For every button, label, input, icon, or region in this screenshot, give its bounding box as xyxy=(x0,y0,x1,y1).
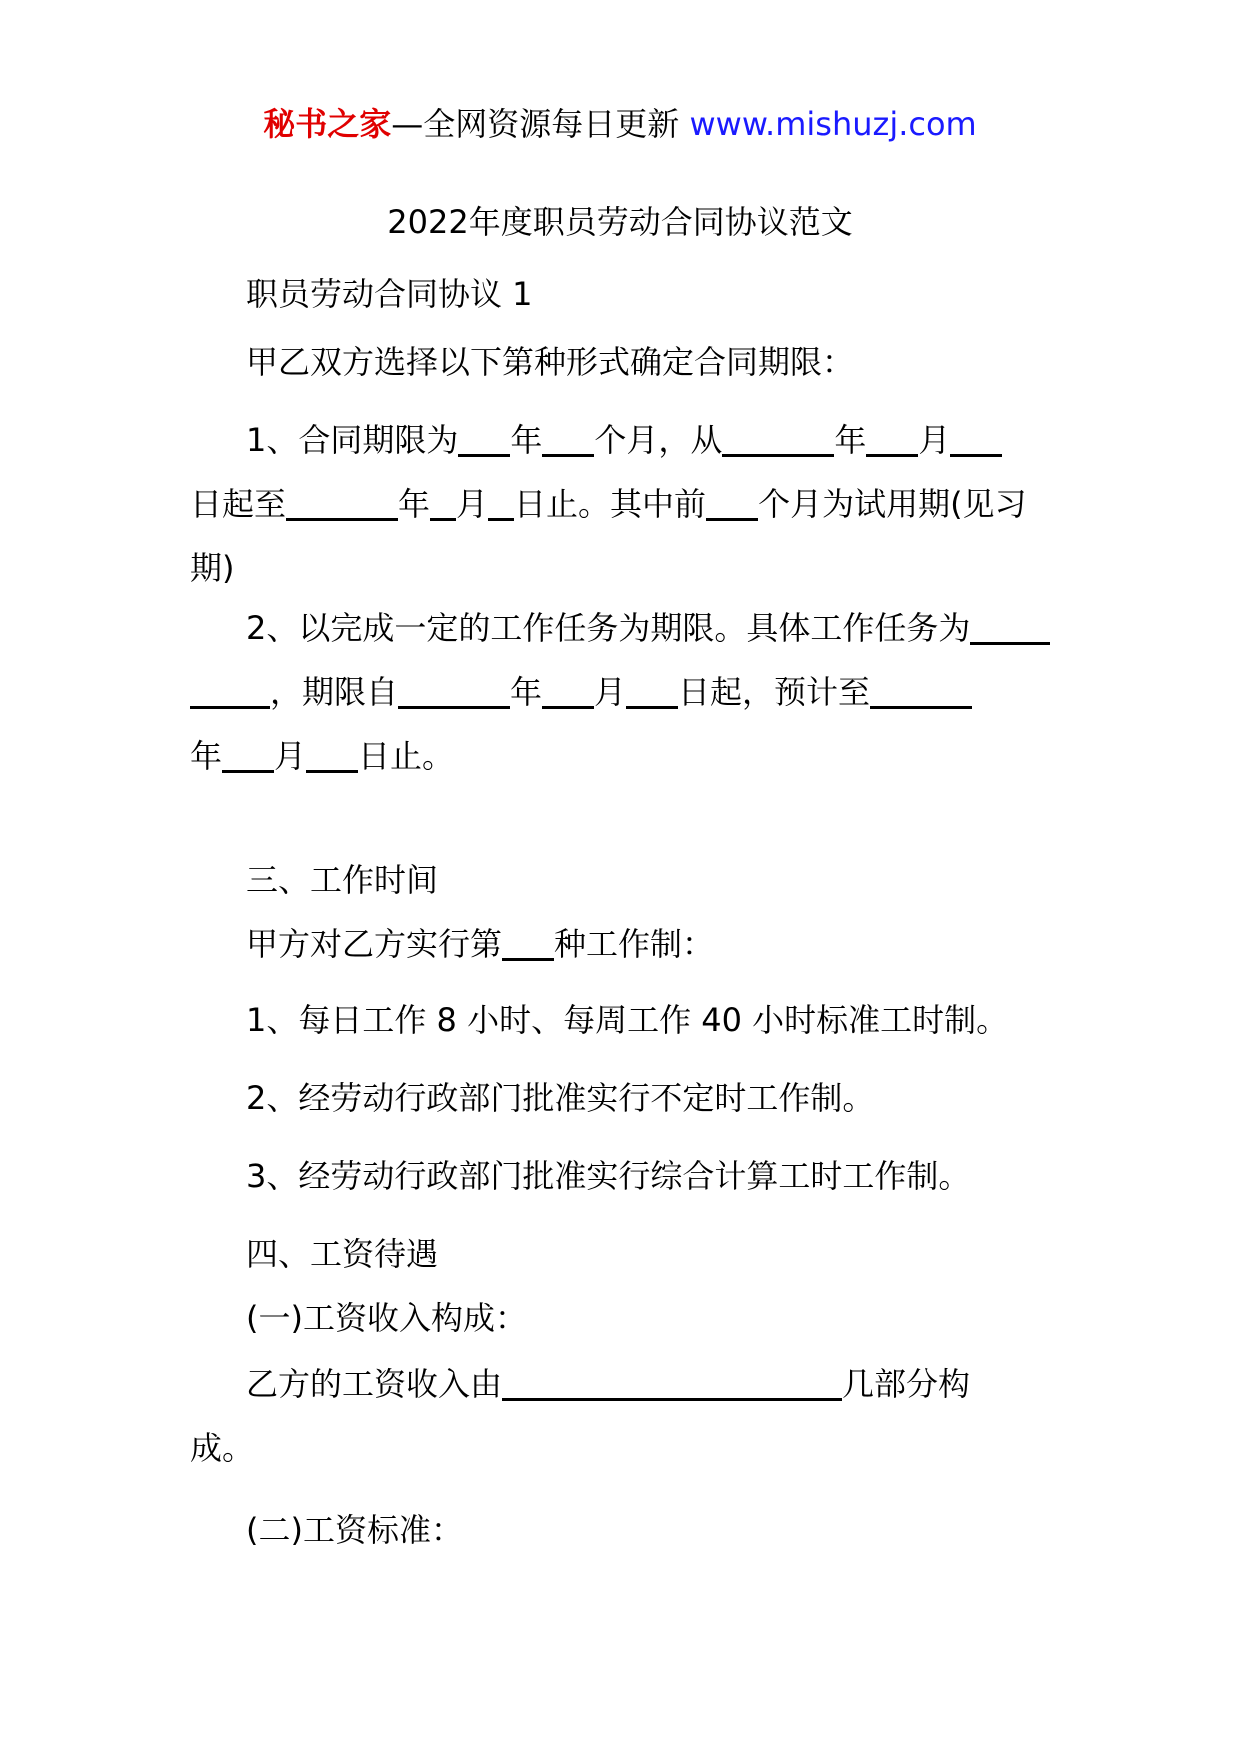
site-tagline: —全网资源每日更新 xyxy=(391,105,680,143)
blank-field xyxy=(502,1368,842,1401)
wage-composition-line-1: 乙方的工资收入由 几部分构 xyxy=(246,1365,971,1403)
blank-field xyxy=(190,676,270,709)
blank-field xyxy=(542,424,594,457)
work-system-intro: 甲方对乙方实行第 种工作制： xyxy=(246,925,715,963)
blank-field xyxy=(398,676,510,709)
work-option-1: 1、每日工作 8 小时、每周工作 40 小时标准工时制。 xyxy=(246,1001,1009,1039)
blank-field xyxy=(458,424,510,457)
subtitle: 职员劳动合同协议 1 xyxy=(246,275,533,313)
section-heading-4: 四、工资待遇 xyxy=(246,1235,439,1273)
work-option-3: 3、经劳动行政部门批准实行综合计算工时工作制。 xyxy=(246,1157,971,1195)
term-clause-1 xyxy=(190,408,1060,600)
wage-composition-heading: (一)工资收入构成： xyxy=(246,1299,527,1337)
term-clause-2-line-2: ，期限自 年 月 日起，预计至 xyxy=(190,660,1060,724)
blank-field xyxy=(502,928,554,961)
blank-field xyxy=(722,424,834,457)
term-clause-2-line-1: 2、以完成一定的工作任务为期限。具体工作任务为 xyxy=(190,596,1060,660)
term-clause-1-line-1: 1、合同期限为 年 个月，从 年 月 xyxy=(190,408,1060,472)
site-url-link[interactable]: www.mishuzj.com xyxy=(689,105,977,143)
blank-field xyxy=(306,740,358,773)
blank-field xyxy=(950,424,1002,457)
term-clause-1-line-3: 期) xyxy=(190,549,235,587)
wage-standard-heading: (二)工资标准： xyxy=(246,1511,463,1549)
work-option-2: 2、经劳动行政部门批准实行不定时工作制。 xyxy=(246,1079,875,1117)
wage-composition-line-2: 成。 xyxy=(190,1429,255,1467)
blank-field xyxy=(866,424,918,457)
blank-field xyxy=(870,676,972,709)
blank-field xyxy=(488,488,514,521)
document-title: 2022年度职员劳动合同协议范文 xyxy=(387,203,853,241)
blank-field xyxy=(706,488,758,521)
blank-field xyxy=(970,612,1050,645)
blank-field xyxy=(286,488,398,521)
blank-field xyxy=(222,740,274,773)
blank-field xyxy=(430,488,456,521)
wage-composition-clause xyxy=(190,1352,1060,1480)
term-clause-1-line-2: 日起至 年 月 日止。其中前 个月为试用期(见习 xyxy=(190,485,1027,523)
section-heading-3: 三、工作时间 xyxy=(246,861,439,899)
site-header xyxy=(0,104,1240,144)
term-clause-2 xyxy=(190,596,1060,788)
blank-field xyxy=(626,676,678,709)
site-brand: 秘书之家 xyxy=(263,105,392,143)
term-clause-2-line-3: 年 月 日止。 xyxy=(190,737,455,775)
term-intro: 甲乙双方选择以下第种形式确定合同期限： xyxy=(246,343,855,381)
blank-field xyxy=(542,676,594,709)
